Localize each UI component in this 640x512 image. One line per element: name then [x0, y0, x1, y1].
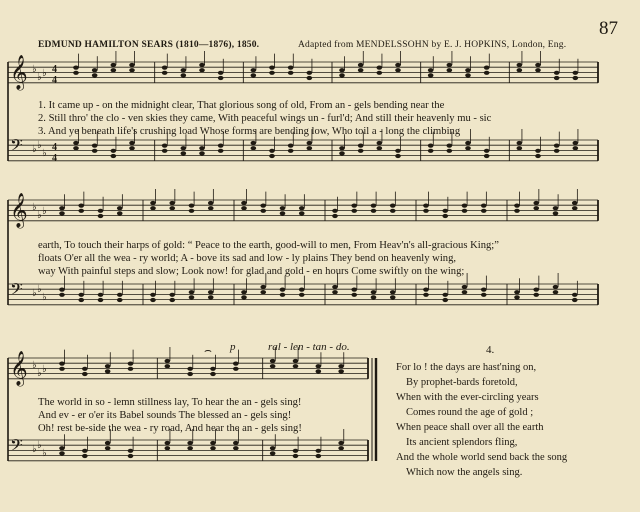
dynamic-piano: p [230, 341, 236, 353]
note-head [554, 144, 560, 148]
flat-icon: ♭ [42, 448, 47, 459]
note-head [128, 362, 134, 366]
note-head [533, 201, 539, 205]
note-head [293, 359, 299, 363]
flat-icon: ♭ [32, 64, 37, 75]
note-head [187, 367, 193, 371]
note-head [573, 146, 579, 150]
flat-icon: ♭ [37, 368, 42, 379]
note-head [181, 68, 187, 72]
note-head [260, 204, 266, 208]
lyric-line: The world in so - lemn stillness lay, To hear the an - gels sing! [38, 397, 302, 408]
note-head [351, 288, 357, 292]
note-head [358, 149, 364, 153]
note-head [280, 293, 286, 297]
note-head [423, 288, 429, 292]
note-head [533, 293, 539, 297]
note-head [447, 149, 453, 153]
note-head [299, 206, 305, 210]
note-head [73, 71, 79, 75]
note-head [465, 141, 471, 145]
note-head [332, 290, 338, 294]
note-head [339, 146, 345, 150]
note-head [465, 68, 471, 72]
note-head [351, 204, 357, 208]
note-head [241, 290, 247, 294]
note-head [59, 206, 65, 210]
note-head [92, 149, 98, 153]
note-head [269, 154, 275, 158]
lyric-line: way With painful steps and slow; Look now! for glad and gold - en hours Come swiftly on the wing; [38, 266, 465, 277]
note-head [390, 290, 396, 294]
note-head [98, 298, 104, 302]
note-head [105, 364, 111, 368]
note-head [187, 372, 193, 376]
note-head [199, 68, 205, 72]
verse-line: And the whole world send back the song [396, 452, 568, 463]
note-head [129, 141, 135, 145]
note-head [150, 293, 156, 297]
note-head [572, 201, 578, 205]
verse-line: Comes round the age of gold ; [406, 407, 534, 418]
note-head [169, 201, 175, 205]
note-head [59, 211, 65, 215]
note-head [233, 441, 239, 445]
note-head [371, 295, 377, 299]
note-head [442, 209, 448, 213]
note-head [59, 367, 65, 371]
note-head [517, 63, 523, 67]
note-head [554, 71, 560, 75]
note-head [442, 298, 448, 302]
note-head [78, 293, 84, 297]
note-head [129, 146, 135, 150]
flat-icon: ♭ [37, 210, 42, 221]
note-head [554, 76, 560, 80]
note-head [128, 449, 134, 453]
note-head [553, 206, 559, 210]
note-head [82, 372, 88, 376]
note-head [208, 206, 214, 210]
note-head [270, 446, 276, 450]
note-head [299, 211, 305, 215]
lyric-line: floats O'er all the wea - ry world; A - bove its sad and low - ly plains They bend on heavenly wing, [38, 253, 457, 264]
note-head [210, 441, 216, 445]
bass-clef-icon: 𝄢 [10, 279, 23, 303]
note-head [535, 149, 541, 153]
note-head [73, 66, 79, 70]
note-head [78, 204, 84, 208]
note-head [128, 454, 134, 458]
note-head [105, 441, 111, 445]
lyric-line: Oh! rest be-side the wea - ry road, And hear the an - gels sing! [38, 423, 302, 434]
flat-icon: ♭ [37, 284, 42, 295]
note-head [260, 209, 266, 213]
note-head [462, 204, 468, 208]
treble-clef-icon: 𝄞 [10, 193, 28, 228]
note-head [390, 209, 396, 213]
note-head [358, 63, 364, 67]
note-head [105, 446, 111, 450]
note-head [395, 154, 401, 158]
bass-clef-icon: 𝄢 [10, 135, 23, 159]
note-head [573, 71, 579, 75]
note-head [299, 293, 305, 297]
flat-icon: ♭ [37, 72, 42, 83]
note-head [358, 144, 364, 148]
verse-line: Which now the angels sing. [406, 467, 523, 478]
note-head [218, 144, 224, 148]
note-head [484, 71, 490, 75]
note-head [395, 68, 401, 72]
verse-line: When with the ever-circling years [396, 392, 539, 403]
note-head [442, 214, 448, 218]
note-head [533, 288, 539, 292]
note-head [111, 68, 117, 72]
note-head [59, 451, 65, 455]
flat-icon: ♭ [37, 140, 42, 151]
note-head [484, 149, 490, 153]
note-head [517, 141, 523, 145]
note-head [165, 359, 171, 363]
note-head [481, 204, 487, 208]
note-head [270, 359, 276, 363]
note-head [316, 449, 322, 453]
note-head [59, 446, 65, 450]
note-head [251, 146, 257, 150]
note-head [484, 154, 490, 158]
note-head [447, 68, 453, 72]
note-head [428, 144, 434, 148]
note-head [465, 73, 471, 77]
note-head [447, 63, 453, 67]
note-head [59, 293, 65, 297]
note-head [447, 144, 453, 148]
note-head [181, 151, 187, 155]
note-head [517, 146, 523, 150]
treble-clef-icon: 𝄞 [10, 351, 28, 386]
note-head [514, 295, 520, 299]
note-head [82, 367, 88, 371]
note-head [150, 298, 156, 302]
note-head [187, 441, 193, 445]
note-head [514, 209, 520, 213]
note-head [98, 293, 104, 297]
note-head [465, 146, 471, 150]
note-head [78, 298, 84, 302]
note-head [260, 290, 266, 294]
note-head [553, 290, 559, 294]
note-head [260, 285, 266, 289]
note-head [339, 68, 345, 72]
note-head [339, 151, 345, 155]
note-head [395, 149, 401, 153]
time-sig-bottom: 4 [52, 75, 57, 86]
note-head [73, 146, 79, 150]
note-head [251, 141, 257, 145]
note-head [208, 201, 214, 205]
note-head [517, 68, 523, 72]
note-head [233, 367, 239, 371]
note-head [270, 364, 276, 368]
note-head [269, 71, 275, 75]
note-head [371, 209, 377, 213]
note-head [288, 71, 294, 75]
note-head [377, 71, 383, 75]
note-head [165, 441, 171, 445]
note-head [280, 211, 286, 215]
note-head [59, 362, 65, 366]
note-head [288, 149, 294, 153]
note-head [82, 449, 88, 453]
flat-icon: ♭ [32, 144, 37, 155]
note-head [316, 369, 322, 373]
note-head [165, 364, 171, 368]
note-head [390, 204, 396, 208]
flat-icon: ♭ [42, 292, 47, 303]
note-head [162, 71, 168, 75]
note-head [377, 146, 383, 150]
note-head [189, 204, 195, 208]
note-head [73, 141, 79, 145]
note-head [162, 144, 168, 148]
note-head [572, 298, 578, 302]
note-head [117, 206, 123, 210]
note-head [269, 149, 275, 153]
note-head [307, 71, 313, 75]
note-head [117, 298, 123, 302]
note-head [442, 293, 448, 297]
verse-line: When peace shall over all the earth [396, 422, 544, 433]
note-head [199, 151, 205, 155]
note-head [377, 66, 383, 70]
lyric-line: 1. It came up - on the midnight clear, That glorious song of old, From an - gels bending near the [38, 100, 445, 111]
note-head [208, 295, 214, 299]
lyric-line: And ev - er o'er its Babel sounds The blessed an - gels sing! [38, 410, 292, 421]
verse-line: By prophet-bards foretold, [406, 377, 518, 388]
note-head [573, 76, 579, 80]
note-head [162, 149, 168, 153]
note-head [423, 204, 429, 208]
note-head [307, 76, 313, 80]
note-head [573, 141, 579, 145]
note-head [428, 68, 434, 72]
note-head [293, 454, 299, 458]
note-head [199, 146, 205, 150]
note-head [351, 209, 357, 213]
bass-clef-icon: 𝄢 [10, 435, 23, 459]
note-head [218, 76, 224, 80]
note-head [339, 73, 345, 77]
note-head [288, 144, 294, 148]
note-head [332, 209, 338, 213]
note-head [162, 66, 168, 70]
note-head [535, 154, 541, 158]
time-sig-top: 4 [52, 64, 57, 75]
note-head [288, 66, 294, 70]
lyric-line: 3. And ye beneath life's crushing load Whose forms are bending low, Who toil a - long the climbing [38, 126, 461, 137]
note-head [189, 295, 195, 299]
page-number: 87 [599, 18, 618, 39]
note-head [111, 63, 117, 67]
note-head [572, 206, 578, 210]
flat-icon: ♭ [42, 364, 47, 375]
time-sig-bottom: 4 [52, 153, 57, 164]
note-head [98, 214, 104, 218]
author-credit: EDMUND HAMILTON SEARS (1810—1876), 1850. [38, 40, 260, 50]
note-head [98, 209, 104, 213]
note-head [428, 149, 434, 153]
lyric-line: earth, To touch their harps of gold: “ Peace to the earth, good-will to men, From Heav'n's all-gracious King;” [38, 240, 499, 251]
note-head [462, 285, 468, 289]
note-head [423, 293, 429, 297]
note-head [111, 154, 117, 158]
flat-icon: ♭ [37, 440, 42, 451]
note-head [535, 63, 541, 67]
note-head [165, 446, 171, 450]
note-head [395, 63, 401, 67]
note-head [428, 73, 434, 77]
note-head [187, 446, 193, 450]
note-head [233, 362, 239, 366]
note-head [92, 144, 98, 148]
note-head [338, 446, 344, 450]
note-head [484, 66, 490, 70]
note-head [241, 206, 247, 210]
note-head [218, 71, 224, 75]
note-head [307, 141, 313, 145]
flat-icon: ♭ [42, 206, 47, 217]
time-sig-top: 4 [52, 142, 57, 153]
note-head [117, 293, 123, 297]
note-head [210, 446, 216, 450]
note-head [150, 206, 156, 210]
dynamic-rallentando: ral - len - tan - do. [268, 341, 350, 353]
note-head [535, 68, 541, 72]
note-head [251, 68, 257, 72]
note-head [462, 290, 468, 294]
note-head [462, 209, 468, 213]
note-head [233, 446, 239, 450]
note-head [218, 149, 224, 153]
note-head [377, 141, 383, 145]
flat-icon: ♭ [42, 148, 47, 159]
flat-icon: ♭ [32, 202, 37, 213]
note-head [307, 146, 313, 150]
note-head [481, 293, 487, 297]
verse-line: For lo ! the days are hast'ning on, [396, 362, 537, 373]
note-head [92, 73, 98, 77]
note-head [299, 288, 305, 292]
note-head [481, 209, 487, 213]
note-head [270, 451, 276, 455]
note-head [351, 293, 357, 297]
note-head [533, 206, 539, 210]
note-head [316, 454, 322, 458]
note-head [371, 204, 377, 208]
note-head [371, 290, 377, 294]
note-head [338, 369, 344, 373]
note-head [210, 367, 216, 371]
note-head [554, 149, 560, 153]
note-head [293, 449, 299, 453]
note-head [78, 209, 84, 213]
note-head [189, 209, 195, 213]
note-head [572, 293, 578, 297]
fermata-icon: ⌢ [204, 343, 212, 357]
note-head [169, 206, 175, 210]
note-head [169, 293, 175, 297]
note-head [269, 66, 275, 70]
note-head [390, 295, 396, 299]
note-head [92, 68, 98, 72]
note-head [117, 211, 123, 215]
flat-icon: ♭ [32, 288, 37, 299]
note-head [210, 372, 216, 376]
note-head [59, 288, 65, 292]
note-head [181, 73, 187, 77]
note-head [241, 295, 247, 299]
note-head [111, 149, 117, 153]
note-head [514, 290, 520, 294]
note-head [208, 290, 214, 294]
note-head [423, 209, 429, 213]
note-head [105, 369, 111, 373]
flat-icon: ♭ [42, 68, 47, 79]
note-head [332, 285, 338, 289]
note-head [251, 73, 257, 77]
lyric-line: 2. Still thro' the clo - ven skies they came, With peaceful wings un - furl'd; And still their heavenly mu - sic [38, 113, 492, 124]
verse-number: 4. [486, 344, 495, 356]
note-head [358, 68, 364, 72]
note-head [553, 285, 559, 289]
note-head [332, 214, 338, 218]
note-head [169, 298, 175, 302]
note-head [189, 290, 195, 294]
note-head [241, 201, 247, 205]
verse-line: Its ancient splendors fling, [406, 437, 518, 448]
note-head [481, 288, 487, 292]
note-head [129, 63, 135, 67]
note-head [82, 454, 88, 458]
note-head [129, 68, 135, 72]
note-head [150, 201, 156, 205]
flat-icon: ♭ [32, 444, 37, 455]
composer-credit: Adapted from MENDELSSOHN by E. J. HOPKINS, London, Eng. [298, 40, 567, 50]
note-head [293, 364, 299, 368]
note-head [280, 206, 286, 210]
note-head [199, 63, 205, 67]
note-head [280, 288, 286, 292]
note-head [128, 367, 134, 371]
note-head [338, 364, 344, 368]
treble-clef-icon: 𝄞 [10, 55, 28, 90]
note-head [553, 211, 559, 215]
note-head [338, 441, 344, 445]
flat-icon: ♭ [32, 360, 37, 371]
note-head [181, 146, 187, 150]
note-head [316, 364, 322, 368]
note-head [514, 204, 520, 208]
